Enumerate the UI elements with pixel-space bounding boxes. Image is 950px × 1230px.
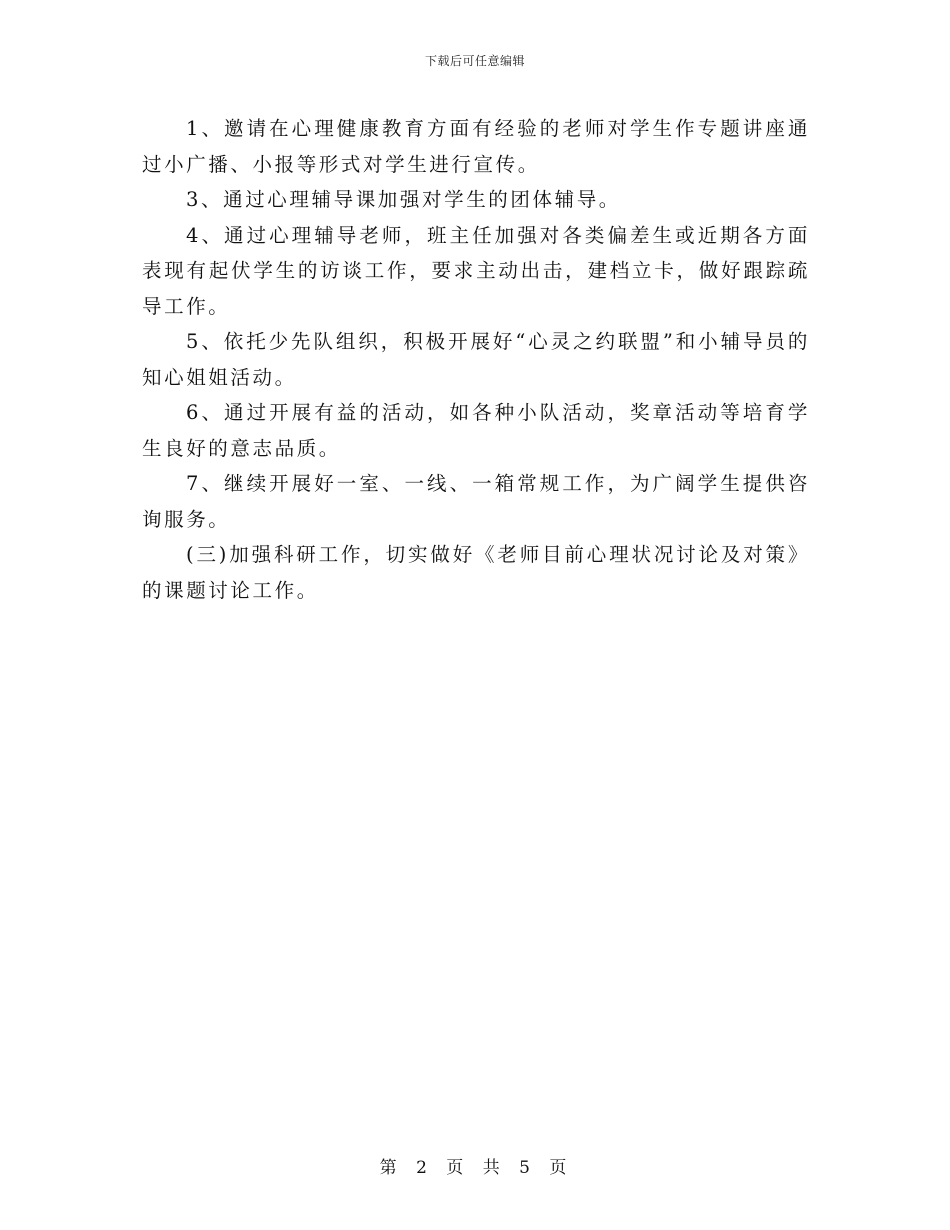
page-header: 下载后可任意编辑: [424, 54, 525, 68]
paragraph-item-4: 4、通过心理辅导老师，班主任加强对各类偏差生或近期各方面表现有起伏学生的访谈工作，要求主动出击，建档立卡，做好跟踪疏导工作。: [142, 223, 810, 318]
paragraph-item-6: 6、通过开展有益的活动，如各种小队活动，奖章活动等培育学生良好的意志品质。: [142, 401, 810, 460]
paragraph-item-5: 5、依托少先队组织，积极开展好“心灵之约联盟”和小辅导员的知心姐姐活动。: [142, 330, 810, 389]
paragraph-item-1: 1、邀请在心理健康教育方面有经验的老师对学生作专题讲座通过小广播、小报等形式对学生进行宣传。: [142, 117, 810, 176]
page-number-footer: 第 2 页 共 5 页: [379, 1158, 571, 1178]
document-body: [142, 111, 810, 608]
paragraph-item-3: 3、通过心理辅导课加强对学生的团体辅导。: [186, 188, 621, 211]
paragraph-item-7: 7、继续开展好一室、一线、一箱常规工作，为广阔学生提供咨询服务。: [142, 472, 810, 531]
paragraph-section-3: (三)加强科研工作，切实做好《老师目前心理状况讨论及对策》的课题讨论工作。: [142, 543, 810, 602]
